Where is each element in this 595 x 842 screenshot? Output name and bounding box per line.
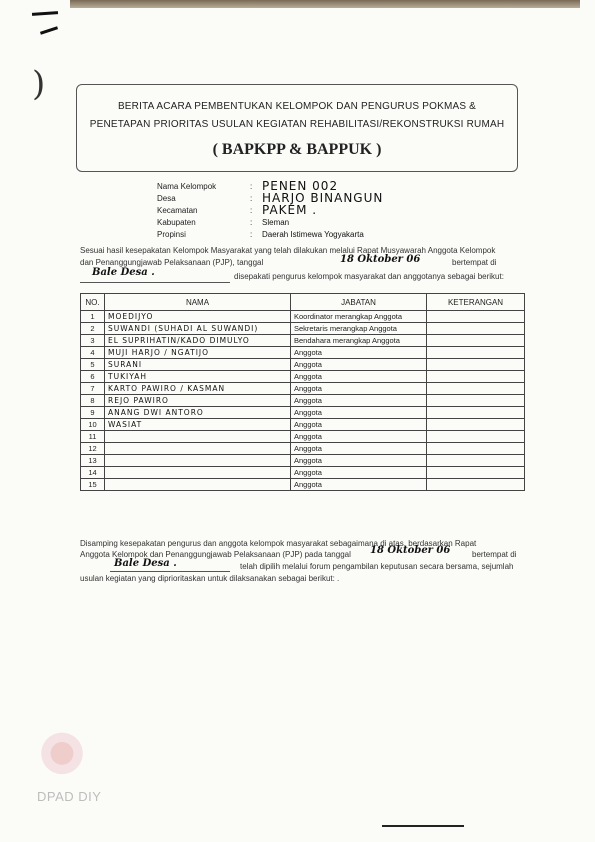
cell-no: 11: [81, 431, 105, 443]
cell-jabatan: Anggota: [291, 395, 427, 407]
info-colon: :: [250, 218, 253, 227]
intro-place: Bale Desa .: [92, 267, 155, 278]
cell-no: 9: [81, 407, 105, 419]
cell-no: 12: [81, 443, 105, 455]
info-value-desa: HARJO BINANGUN: [262, 191, 384, 205]
cell-jabatan: Anggota: [291, 431, 427, 443]
cell-jabatan: Anggota: [291, 479, 427, 491]
cell-no: 3: [81, 335, 105, 347]
cell-keterangan: [427, 359, 525, 371]
info-colon: :: [250, 230, 253, 239]
members-table: [80, 293, 525, 491]
table-row: [81, 323, 525, 335]
cell-keterangan: [427, 347, 525, 359]
cell-no: 13: [81, 455, 105, 467]
intro-line-1: Sesuai hasil kesepakatan Kelompok Masyarakat yang telah dilakukan melalui Rapat Musyawarah Anggota Kelompok: [80, 246, 496, 255]
intro-place-underline: [80, 282, 230, 283]
cell-nama: SUWANDI (SUHADI AL SUWANDI): [105, 323, 291, 335]
cell-nama: TUKIYAH: [105, 371, 291, 383]
cell-keterangan: [427, 443, 525, 455]
cell-keterangan: [427, 431, 525, 443]
header-no: NO.: [81, 294, 105, 311]
cell-no: 6: [81, 371, 105, 383]
cell-jabatan: Anggota: [291, 419, 427, 431]
closing-line-2b: bertempat di: [472, 550, 517, 559]
table-row: [81, 311, 525, 323]
cell-jabatan: Anggota: [291, 359, 427, 371]
archive-seal-logo: [38, 730, 86, 782]
group-info: [157, 179, 517, 242]
cell-nama: [105, 455, 291, 467]
title-line-3: ( BAPKPP & BAPPUK ): [212, 141, 382, 158]
table-row: [81, 479, 525, 491]
cell-no: 4: [81, 347, 105, 359]
cell-nama: EL SUPRIHATIN/KADO DIMULYO: [105, 335, 291, 347]
cell-jabatan: Sekretaris merangkap Anggota: [291, 323, 427, 335]
cell-nama: MUJI HARJO / NGATIJO: [105, 347, 291, 359]
cell-jabatan: Anggota: [291, 371, 427, 383]
scan-paren-mark: ): [32, 64, 46, 104]
cell-jabatan: Bendahara merangkap Anggota: [291, 335, 427, 347]
table-row: [81, 371, 525, 383]
closing-line-2: Anggota Kelompok dan Penanggungjawab Pelaksanaan (PJP) pada tanggal: [80, 550, 351, 559]
info-value-nama-kelompok: PENEN 002: [262, 179, 339, 193]
info-colon: :: [250, 206, 253, 215]
cell-jabatan: Anggota: [291, 443, 427, 455]
cell-keterangan: [427, 311, 525, 323]
info-row-desa: [157, 191, 517, 206]
info-value-kecamatan: PAKEM .: [262, 203, 318, 217]
cell-nama: SURANI: [105, 359, 291, 371]
table-row: [81, 347, 525, 359]
archive-watermark: DPAD DIY: [37, 789, 102, 804]
title-line-2: PENETAPAN PRIORITAS USULAN KEGIATAN REHABILITASI/REKONSTRUKSI RUMAH: [89, 119, 505, 130]
intro-line-3: disepakati pengurus kelompok masyarakat dan anggotanya sebagai berikut:: [234, 272, 504, 281]
title-line-1: BERITA ACARA PEMBENTUKAN KELOMPOK DAN PENGURUS POKMAS &: [117, 101, 477, 112]
cell-jabatan: Anggota: [291, 383, 427, 395]
cell-no: 10: [81, 419, 105, 431]
info-label: Nama Kelompok: [157, 182, 217, 191]
table-row: [81, 419, 525, 431]
cell-jabatan: Anggota: [291, 407, 427, 419]
intro-date: 18 Oktober 06: [340, 254, 421, 265]
cell-keterangan: [427, 335, 525, 347]
cell-nama: KARTO PAWIRO / KASMAN: [105, 383, 291, 395]
table-header-row: [81, 294, 525, 311]
table-row: [81, 467, 525, 479]
cell-keterangan: [427, 467, 525, 479]
footer-rule: [382, 825, 464, 827]
cell-jabatan: Anggota: [291, 467, 427, 479]
header-nama: NAMA: [105, 294, 291, 311]
table-row: [81, 443, 525, 455]
cell-keterangan: [427, 323, 525, 335]
table-row: [81, 455, 525, 467]
cell-nama: REJO PAWIRO: [105, 395, 291, 407]
cell-no: 7: [81, 383, 105, 395]
cell-keterangan: [427, 371, 525, 383]
intro-line-2: dan Penanggungjawab Pelaksanaan (PJP), tanggal: [80, 258, 264, 267]
cell-jabatan: Anggota: [291, 455, 427, 467]
cell-no: 15: [81, 479, 105, 491]
table-row: [81, 359, 525, 371]
closing-line-1: Disamping kesepakatan pengurus dan anggota kelompok masyarakat sebagaimana di atas, berdasarkan Rapat: [80, 539, 477, 548]
info-label: Kabupaten: [157, 218, 196, 227]
cell-nama: MOEDIJYO: [105, 311, 291, 323]
cell-keterangan: [427, 419, 525, 431]
info-value-propinsi: Daerah Istimewa Yogyakarta: [262, 230, 364, 239]
table-row: [81, 395, 525, 407]
cell-nama: ANANG DWI ANTORO: [105, 407, 291, 419]
info-row-kecamatan: [157, 203, 517, 218]
header-jabatan: JABATAN: [291, 294, 427, 311]
info-colon: :: [250, 182, 253, 191]
cell-no: 2: [81, 323, 105, 335]
info-label: Desa: [157, 194, 176, 203]
cell-jabatan: Koordinator merangkap Anggota: [291, 311, 427, 323]
closing-place-underline: [110, 571, 230, 572]
info-row-kabupaten: [157, 218, 517, 230]
info-row-propinsi: [157, 230, 517, 242]
cell-nama: WASIAT: [105, 419, 291, 431]
document-title-box: [76, 84, 518, 172]
closing-line-4: usulan kegiatan yang diprioritaskan untuk dilaksanakan sebagai berikut: .: [80, 574, 340, 583]
cell-nama: [105, 431, 291, 443]
cell-keterangan: [427, 407, 525, 419]
info-label: Kecamatan: [157, 206, 198, 215]
table-row: [81, 335, 525, 347]
info-label: Propinsi: [157, 230, 186, 239]
info-value-kabupaten: Sleman: [262, 218, 290, 227]
cell-nama: [105, 467, 291, 479]
cell-nama: [105, 443, 291, 455]
table-row: [81, 407, 525, 419]
cell-keterangan: [427, 395, 525, 407]
closing-line-3: telah dipilih melalui forum pengambilan keputusan secara bersama, sejumlah: [240, 562, 514, 571]
scan-top-edge: [70, 0, 580, 8]
cell-keterangan: [427, 383, 525, 395]
scan-mark: [32, 11, 58, 16]
scan-mark: [40, 26, 58, 34]
intro-line-2b: bertempat di: [452, 258, 497, 267]
info-colon: :: [250, 194, 253, 203]
cell-keterangan: [427, 455, 525, 467]
cell-no: 8: [81, 395, 105, 407]
cell-no: 14: [81, 467, 105, 479]
header-keterangan: KETERANGAN: [427, 294, 525, 311]
closing-place: Bale Desa .: [114, 558, 177, 569]
cell-no: 1: [81, 311, 105, 323]
table-row: [81, 431, 525, 443]
cell-jabatan: Anggota: [291, 347, 427, 359]
table-row: [81, 383, 525, 395]
cell-no: 5: [81, 359, 105, 371]
cell-nama: [105, 479, 291, 491]
closing-date: 18 Oktober 06: [370, 545, 451, 556]
cell-keterangan: [427, 479, 525, 491]
